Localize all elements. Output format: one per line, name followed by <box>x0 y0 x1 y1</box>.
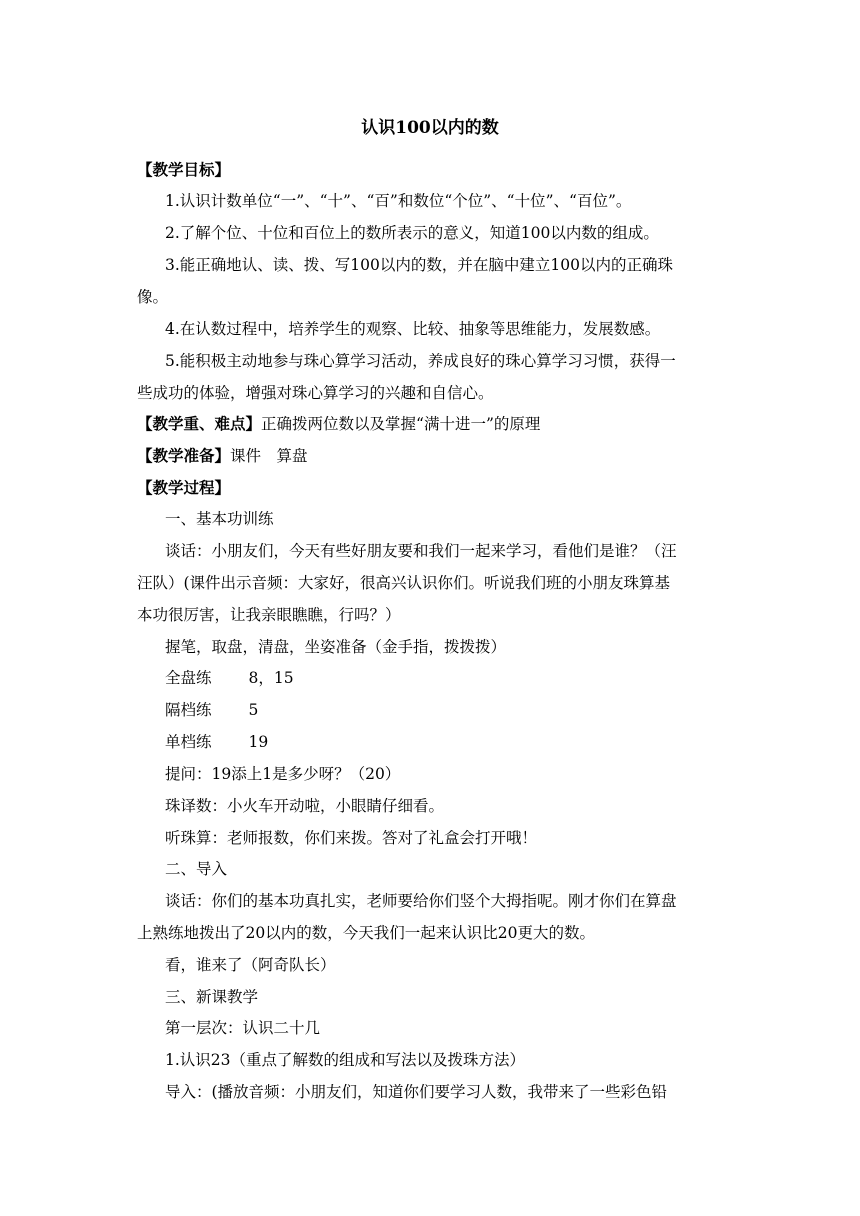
drill-row <box>165 731 737 753</box>
talk-1-line-1: 谈话：小朋友们，今天有些好朋友要和我们一起来学习，看他们是谁？（汪 <box>165 542 677 560</box>
process-heading: 【教学过程】 <box>137 478 231 497</box>
tingzhu-line: 听珠算：老师报数，你们来拨。答对了礼盒会打开哦！ <box>165 829 538 847</box>
drill-row <box>165 667 737 689</box>
goal-5-cont: 些成功的体验，增强对珠心算学习的兴趣和自信心。 <box>137 384 494 402</box>
key-heading: 【教学重、难点】 <box>137 414 262 433</box>
talk-2-line-1: 谈话：你们的基本功真扎实，老师要给你们竖个大拇指呢。刚才你们在算盘 <box>165 892 677 910</box>
talk-1-line-3: 本功很厉害，让我亲眼瞧瞧，行吗？） <box>137 606 401 624</box>
look-line: 看，谁来了（阿奇队长） <box>165 956 336 974</box>
talk-1-line-2: 汪队）(课件出示音频：大家好，很高兴认识你们。听说我们班的小朋友珠算基 <box>137 574 671 592</box>
goal-2: 2.了解个位、十位和百位上的数所表示的意义，知道100以内数的组成。 <box>165 224 659 242</box>
goal-4: 4.在认数过程中，培养学生的观察、比较、抽象等思维能力，发展数感。 <box>165 320 661 338</box>
section-1-heading: 一、基本功训练 <box>165 510 274 528</box>
document-title: 认识100以内的数 <box>361 118 499 138</box>
prep-heading: 【教学准备】 <box>137 446 231 465</box>
question-line: 提问：19添上1是多少呀？（20） <box>165 765 401 783</box>
key-text: 正确拨两位数以及掌握“满十进一”的原理 <box>261 415 541 433</box>
preparation <box>137 445 737 467</box>
item-1-line: 1.认识23（重点了解数的组成和写法以及拨珠方法） <box>165 1051 526 1069</box>
goal-3-cont: 像。 <box>137 288 169 306</box>
section-2-heading: 二、导入 <box>165 860 228 878</box>
goal-5: 5.能积极主动地参与珠心算学习活动，养成良好的珠心算学习习惯，获得一 <box>165 352 676 370</box>
goal-1: 1.认识计数单位“一”、“十”、“百”和数位“个位”、“十位”、“百位”。 <box>165 192 632 210</box>
drill-name: 单档练 <box>165 733 212 751</box>
prep-text: 课件 算盘 <box>230 447 308 465</box>
talk-2-line-2: 上熟练地拨出了20以内的数，今天我们一起来认识比20更大的数。 <box>137 924 595 942</box>
goals-heading: 【教学目标】 <box>137 160 231 179</box>
drill-name: 全盘练 <box>165 669 212 687</box>
zhuyi-line: 珠译数：小火车开动啦，小眼睛仔细看。 <box>165 797 445 815</box>
section-3-heading: 三、新课教学 <box>165 988 259 1006</box>
level-1-heading: 第一层次：认识二十几 <box>165 1019 321 1037</box>
drill-value: 8，15 <box>248 669 294 687</box>
intro-line: 导入：(播放音频：小朋友们，知道你们要学习人数，我带来了一些彩色铅 <box>165 1083 668 1101</box>
drill-value: 19 <box>248 733 269 751</box>
drill-name: 隔档练 <box>165 701 212 719</box>
goal-3: 3.能正确地认、读、拨、写100以内的数，并在脑中建立100以内的正确珠 <box>165 256 673 274</box>
drill-row <box>165 699 737 721</box>
drill-value: 5 <box>248 701 259 719</box>
ready-line: 握笔，取盘，清盘，坐姿准备（金手指，拨拨拨） <box>165 638 507 656</box>
key-points <box>137 413 737 435</box>
